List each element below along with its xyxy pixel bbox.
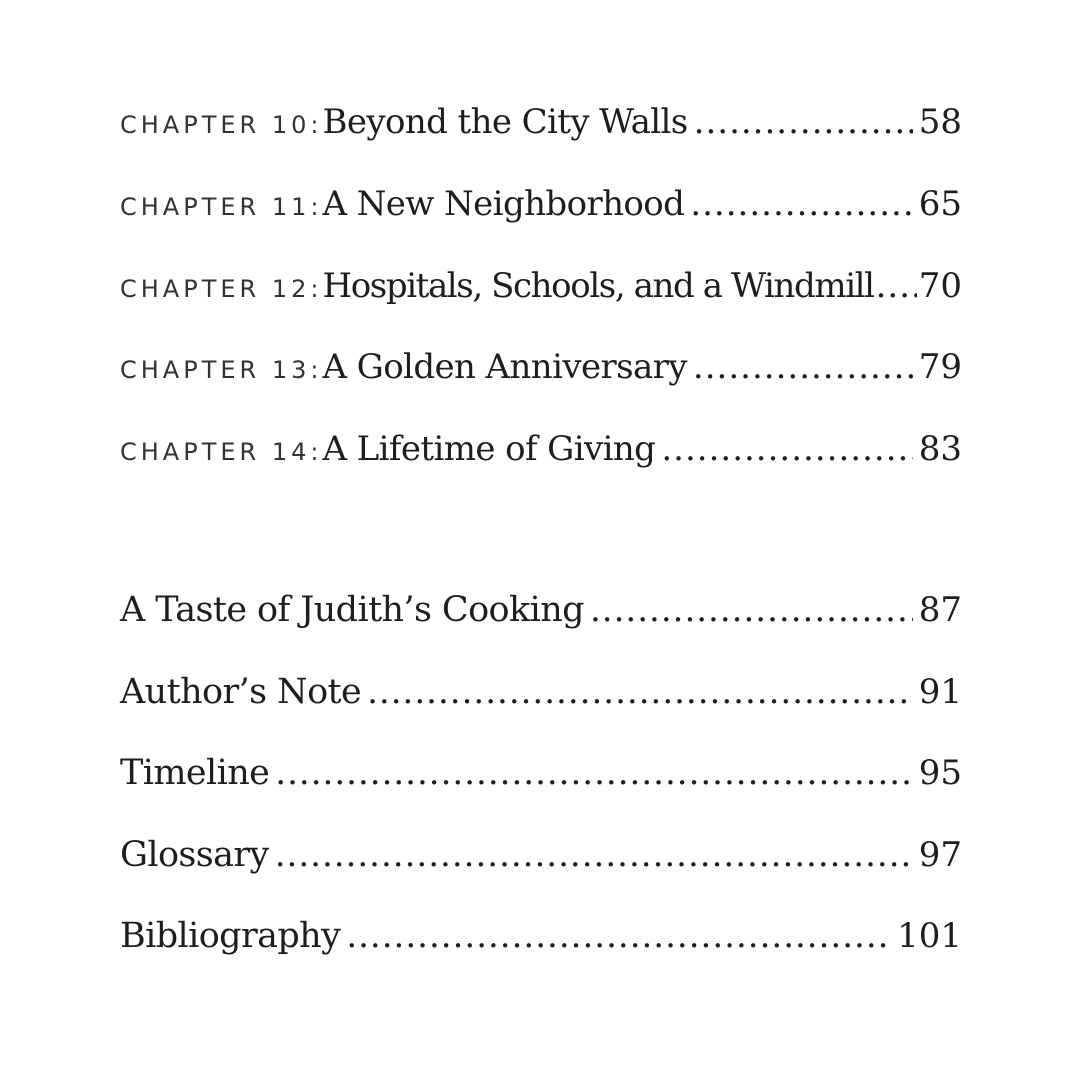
chapter-label: CHAPTER 14: [120, 438, 311, 466]
chapter-label: CHAPTER 13: [120, 356, 311, 384]
chapter-title: Beyond the City Walls: [322, 102, 688, 142]
chapter-colon: :: [310, 438, 319, 466]
toc-entry-chapter-13: [120, 347, 962, 403]
toc-entry-chapter-11: [120, 184, 962, 240]
page-number: 65: [918, 184, 962, 224]
page-number: 97: [918, 835, 962, 875]
toc-entry-timeline: [120, 753, 962, 809]
dot-leader: [275, 753, 912, 793]
chapter-title: A Golden Anniversary: [322, 347, 687, 387]
chapter-title: A New Neighborhood: [322, 184, 685, 224]
dot-leader: [661, 429, 912, 469]
section-title: A Taste of Judith’s Cooking: [120, 590, 584, 630]
toc-entry-bibliography: [120, 916, 962, 972]
page-number: 83: [918, 429, 962, 469]
toc-entry-authors-note: [120, 672, 962, 728]
toc-entry-chapter-10: [120, 102, 962, 158]
chapter-colon: :: [310, 193, 319, 221]
chapter-label: CHAPTER 10: [120, 111, 311, 139]
chapter-title: Hospitals, Schools, and a Windmill: [322, 266, 874, 306]
page-number: 91: [918, 672, 962, 712]
page-number: 101: [897, 916, 962, 956]
chapter-title: A Lifetime of Giving: [322, 429, 656, 469]
dot-leader: [346, 916, 891, 956]
dot-leader: [275, 835, 913, 875]
dot-leader: [693, 347, 913, 387]
dot-leader: [590, 590, 913, 630]
toc-entry-glossary: [120, 835, 962, 891]
page-number: 58: [918, 102, 962, 142]
chapter-colon: :: [310, 111, 319, 139]
dot-leader: [367, 672, 913, 712]
dot-leader: [694, 102, 913, 142]
dot-leader: [876, 266, 917, 306]
page-number: 70: [918, 266, 962, 306]
toc-entry-cooking: [120, 590, 962, 646]
section-title: Glossary: [120, 835, 269, 875]
chapter-colon: :: [310, 275, 319, 303]
chapter-label: CHAPTER 11: [120, 193, 311, 221]
section-title: Bibliography: [120, 916, 341, 956]
toc-entry-chapter-14: [120, 429, 962, 485]
page-number: 79: [918, 347, 962, 387]
section-title: Timeline: [120, 753, 270, 793]
page-number: 87: [918, 590, 962, 630]
chapter-label: CHAPTER 12: [120, 275, 311, 303]
page-number: 95: [918, 753, 962, 793]
toc-entry-chapter-12: [120, 266, 962, 322]
section-title: Author’s Note: [120, 672, 362, 712]
chapter-colon: :: [310, 356, 319, 384]
dot-leader: [690, 184, 912, 224]
